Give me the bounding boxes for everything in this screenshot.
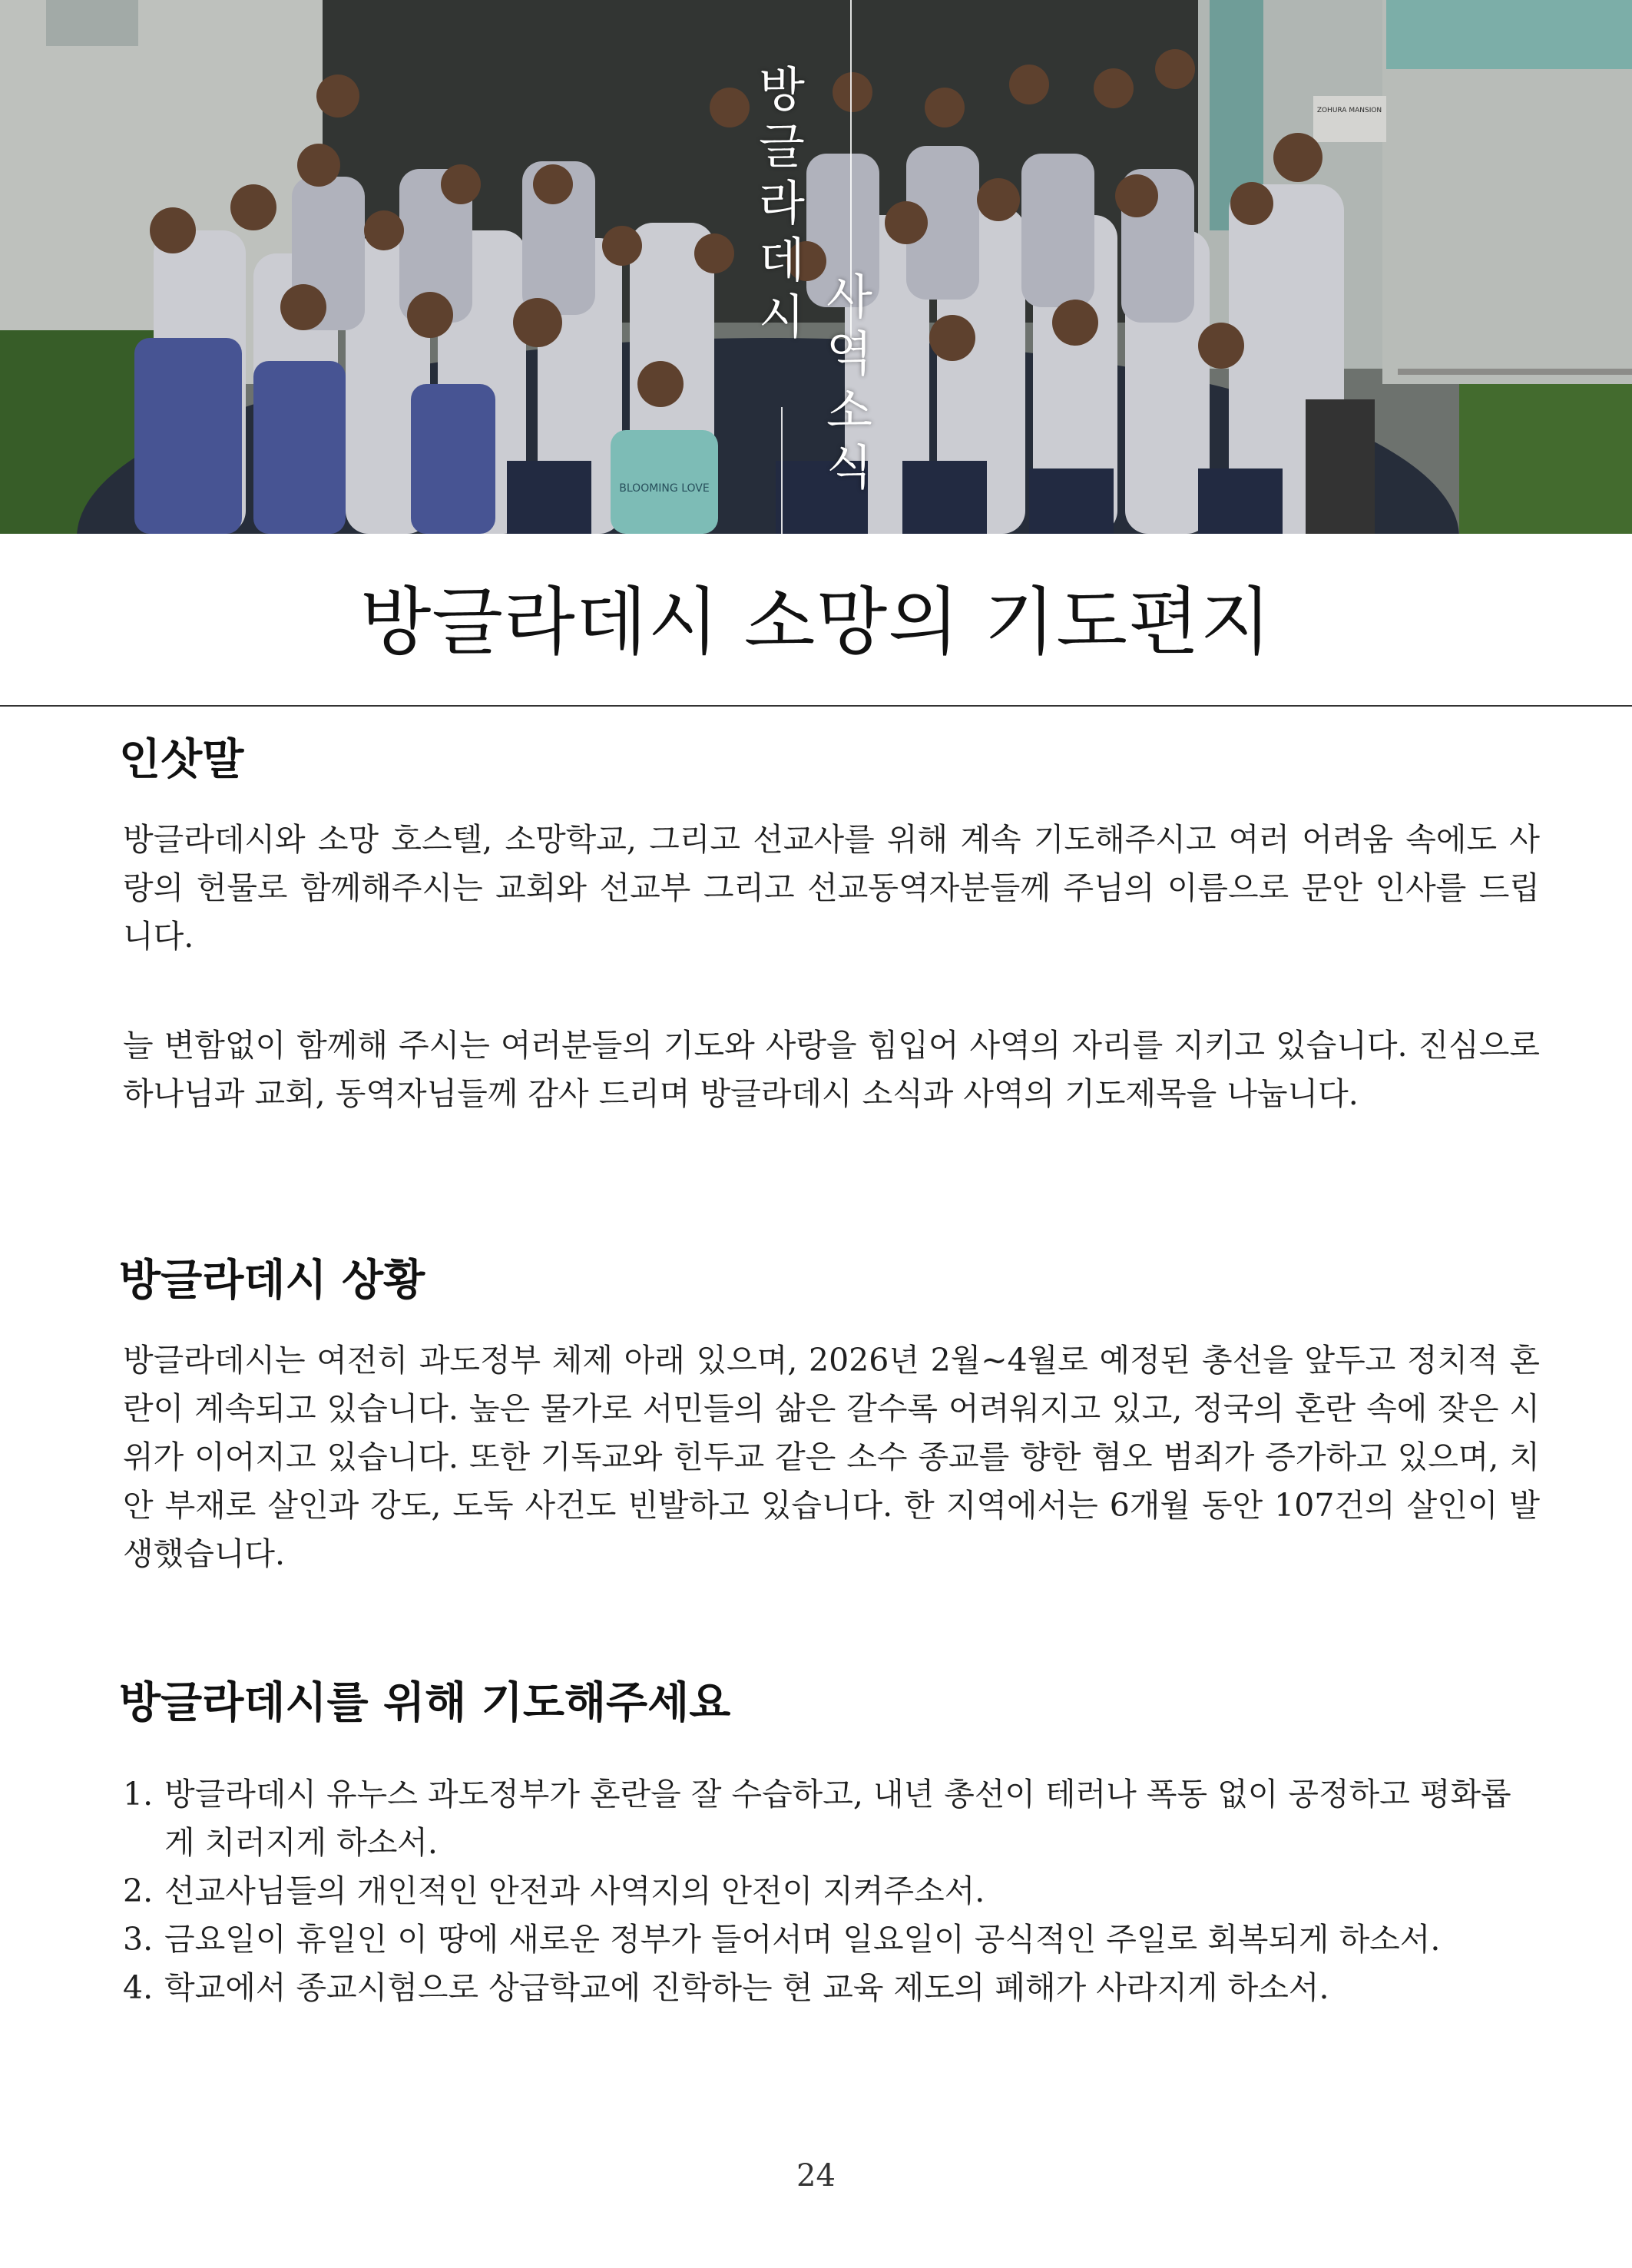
vertical-char: 데 xyxy=(759,232,805,288)
greeting-paragraph-1: 방글라데시와 소망 호스텔, 소망학교, 그리고 선교사를 위해 계속 기도해주시고 여러 어려움 속에도 사랑의 헌물로 함께해주시는 교회와 선교부 그리고 선교동역자분들께 주님의 이름으로 문안 인사를 드립니다. xyxy=(123,821,1540,955)
page-number: 24 xyxy=(796,2158,836,2194)
situation-heading: 방글라데시 상황 xyxy=(119,1256,425,1306)
greeting-paragraph-2: 늘 변함없이 함께해 주시는 여러분들의 기도와 사랑을 힘입어 사역의 자리를 지키고 있습니다. 진심으로 하나님과 교회, 동역자님들께 감사 드리며 방글라데시 소식과 사역의 기도제목을 나눕니다. xyxy=(123,1027,1540,1112)
group-photo-illustration xyxy=(0,0,1632,534)
vertical-char: 방 xyxy=(759,61,805,118)
divider-line-bottom xyxy=(781,407,783,534)
header-photo xyxy=(0,0,1632,534)
vertical-title-country xyxy=(751,61,813,346)
prayer-item-number: 3. xyxy=(123,1921,154,1958)
vertical-char: 시 xyxy=(759,289,805,345)
prayer-item xyxy=(123,1964,1540,2012)
prayer-item-text: 금요일이 휴일인 이 땅에 새로운 정부가 들어서며 일요일이 공식적인 주일로 회복되게 하소서. xyxy=(164,1921,1441,1958)
prayer-item-text: 학교에서 종교시험으로 상급학교에 진학하는 현 교육 제도의 폐해가 사라지게 하소서. xyxy=(164,1969,1329,2006)
prayer-item-text: 방글라데시 유누스 과도정부가 혼란을 잘 수습하고, 내년 총선이 테러나 폭동 없이 공정하고 평화롭게 치러지게 하소서. xyxy=(164,1776,1511,1861)
vertical-char: 사 xyxy=(826,269,872,325)
prayer-item-number: 1. xyxy=(123,1776,154,1813)
prayer-list xyxy=(123,1770,1540,2012)
vertical-title-ministry xyxy=(819,269,880,496)
prayer-item-number: 2. xyxy=(123,1872,154,1909)
prayer-heading: 방글라데시를 위해 기도해주세요 xyxy=(119,1678,731,1728)
vertical-char: 식 xyxy=(826,439,872,495)
vertical-text-ministry xyxy=(819,269,880,496)
vertical-text-country xyxy=(751,61,813,346)
prayer-item xyxy=(123,1867,1540,1915)
prayer-item-number: 4. xyxy=(123,1969,154,2006)
prayer-item-text: 선교사님들의 개인적인 안전과 사역지의 안전이 지켜주소서. xyxy=(164,1872,985,1909)
prayer-item xyxy=(123,1770,1540,1867)
vertical-char: 소 xyxy=(826,382,872,439)
vertical-char: 역 xyxy=(826,326,872,382)
vertical-char: 라 xyxy=(759,175,805,231)
page-title: 방글라데시 소망의 기도편지 xyxy=(359,579,1273,665)
title-divider xyxy=(0,705,1632,707)
situation-paragraph: 방글라데시는 여전히 과도정부 체제 아래 있으며, 2026년 2월~4월로 예정된 총선을 앞두고 정치적 혼란이 계속되고 있습니다. 높은 물가로 서민들의 삶은 갈수록 어려워지고 있고, 정국의 혼란 속에 잦은 시위가 이어지고 있습니다. 또한 기독교와 힌두교 같은 소수 종교를 향한 혐오 범죄가 증가하고 있으며, 치안 부재로 살인과 강도, 도둑 사건도 빈발하고 있습니다. 한 지역에서는 6개월 동안 107건의 살인이 발생했습니다. xyxy=(123,1342,1540,1572)
prayer-item xyxy=(123,1915,1540,1964)
vertical-char: 글 xyxy=(759,118,805,174)
greeting-heading: 인삿말 xyxy=(119,735,244,785)
